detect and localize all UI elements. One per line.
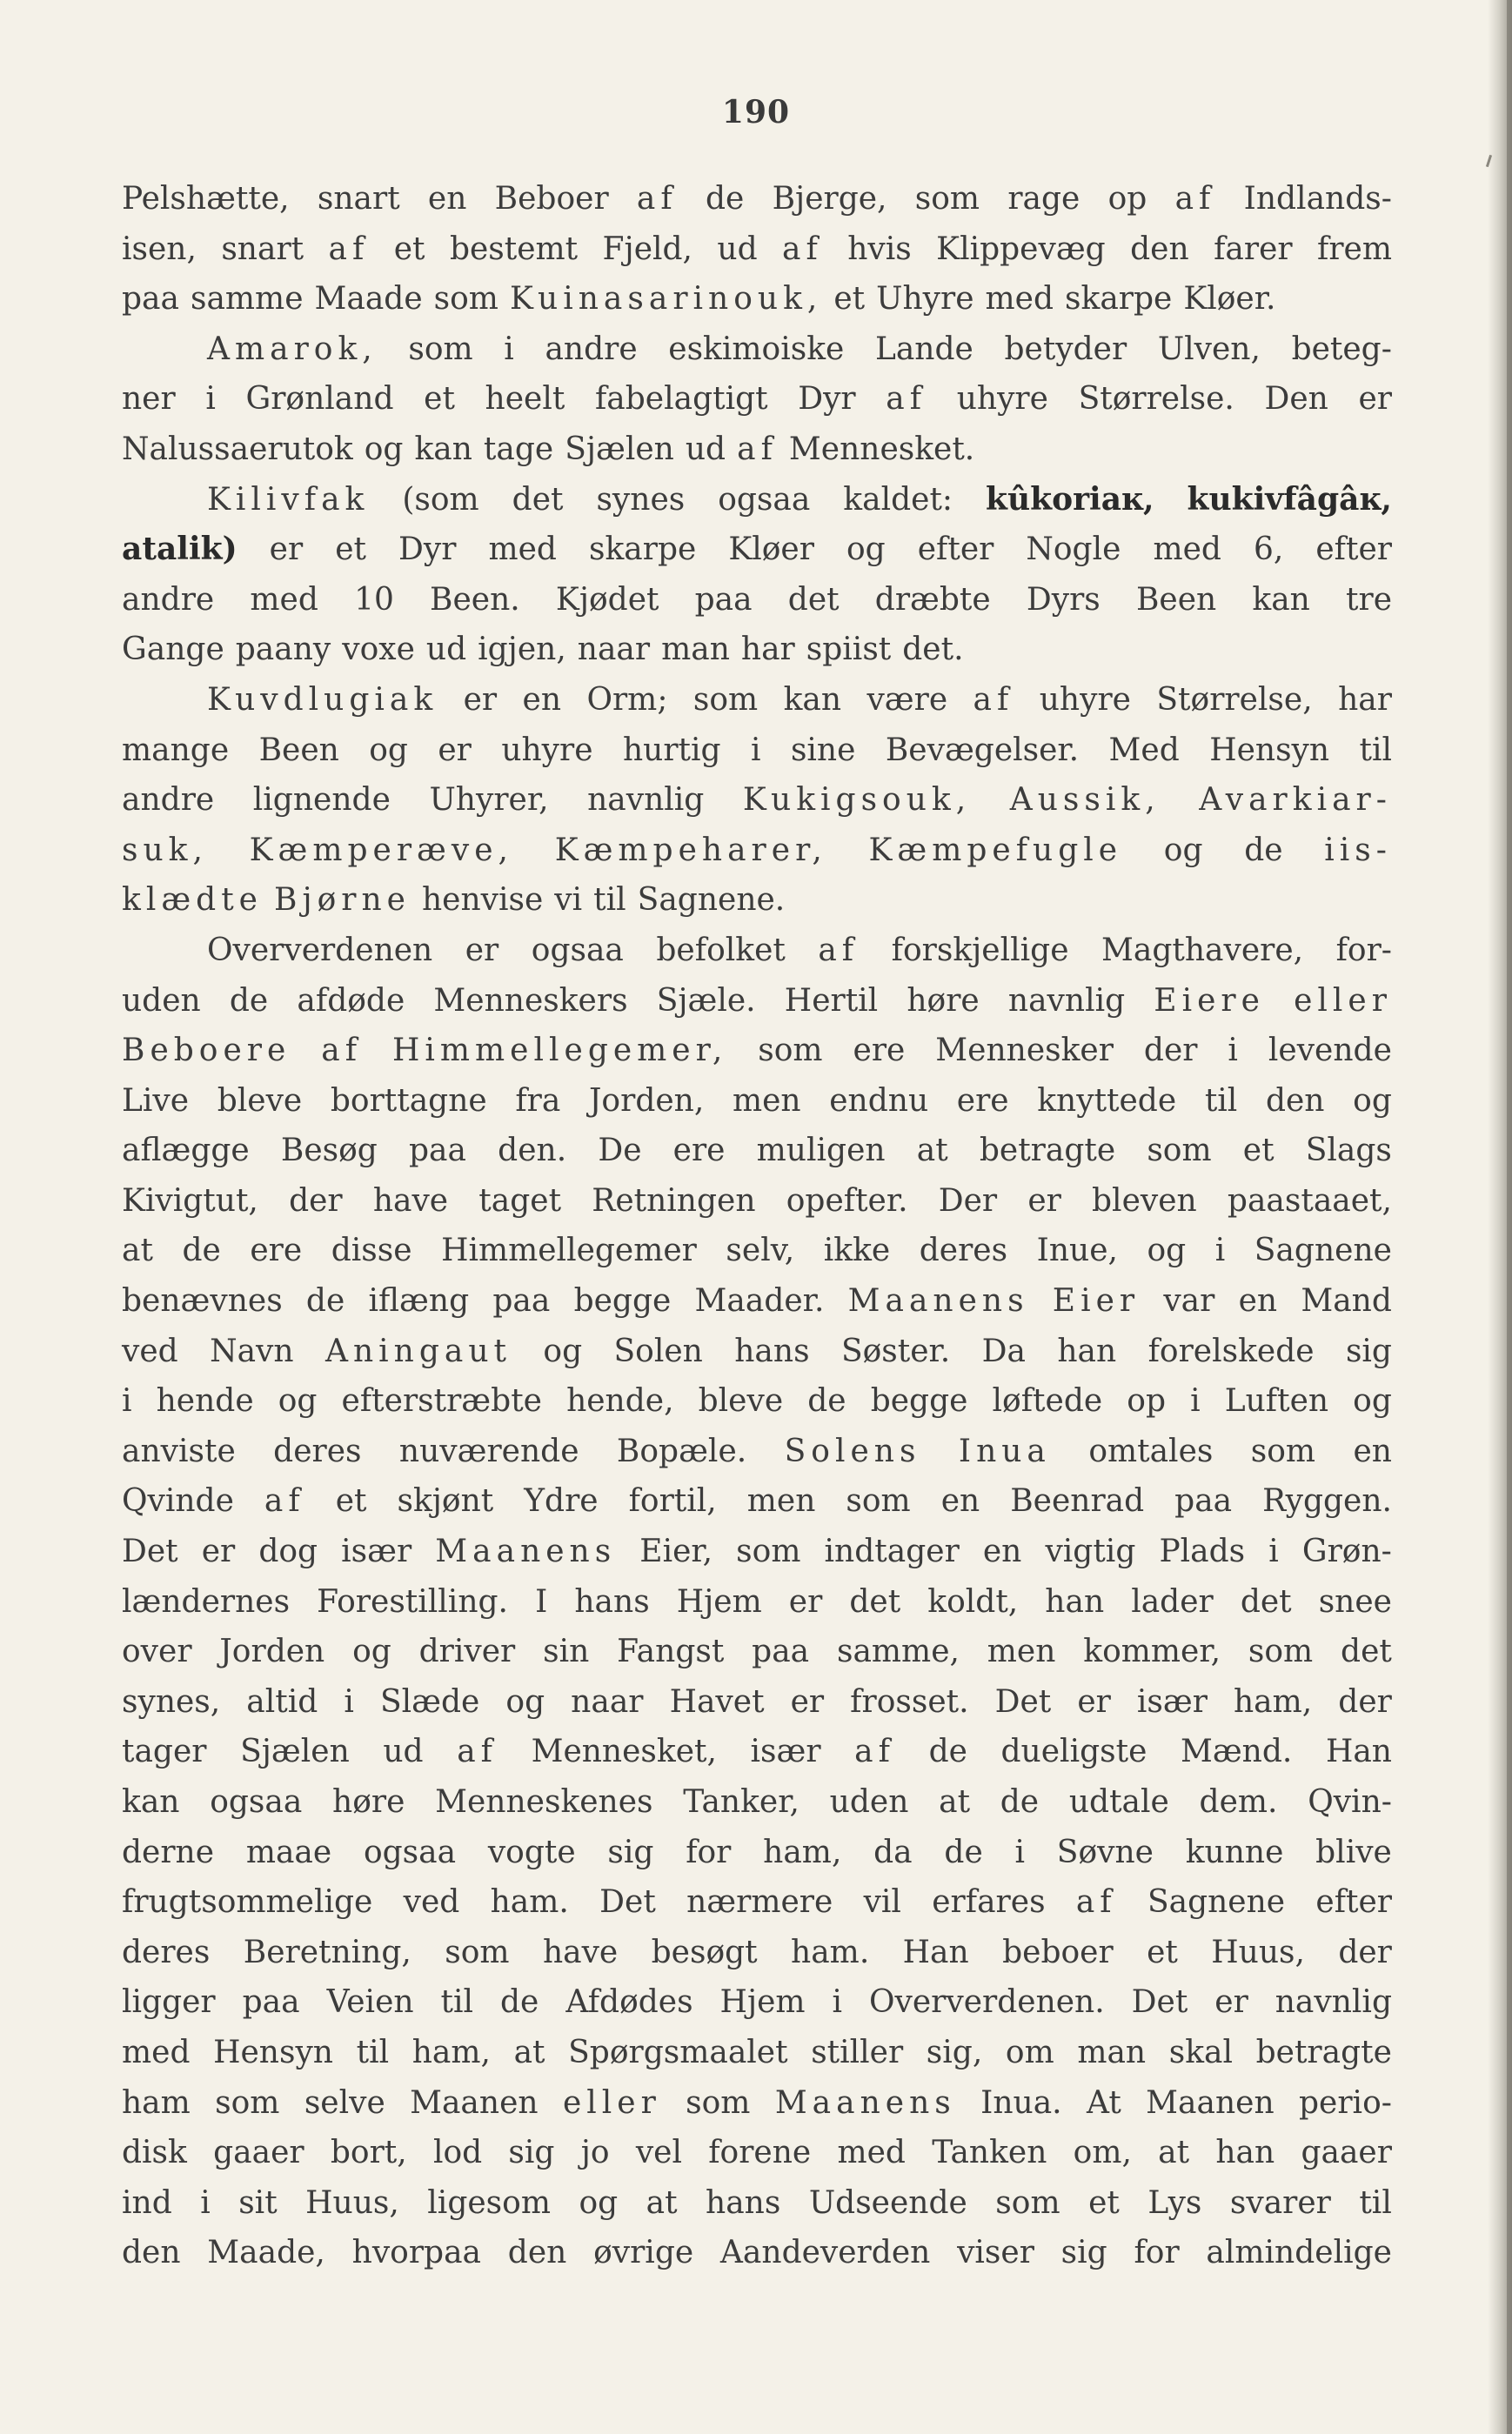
text-line: Kivigtut, der have taget Retningen opefter. Der er bleven paastaaet, [122,1182,1392,1219]
text-line: disk gaaer bort, lod sig jo vel forene med Tanken om, at han gaaer [122,2135,1392,2171]
text-line: den Maade, hvorpaa den øvrige Aandeverden viser sig for almindelige [122,2235,1392,2271]
text-line: Amarok, som i andre eskimoiske Lande betyder Ulven, beteg- [207,331,1392,367]
text-line: paa samme Maade som Kuinasarinouk, et Uhyre med skarpe Kløer. [122,281,1276,318]
text-line: Qvinde af et skjønt Ydre fortil, men som en Beenrad paa Ryggen. [122,1483,1392,1520]
text-line: Beboere af Himmellegemer, som ere Mennesker der i levende [122,1033,1392,1069]
text-line: anviste deres nuværende Bopæle. Solens Inua omtales som en [122,1433,1392,1469]
text-line: uden de afdøde Menneskers Sjæle. Hertil høre navnlig Eiere eller [122,982,1392,1019]
text-line: i hende og efterstræbte hende, bleve de begge løftede op i Luften og [122,1383,1392,1420]
text-line: mange Been og er uhyre hurtig i sine Bevægelser. Med Hensyn til [122,732,1392,768]
text-line: synes, altid i Slæde og naar Havet er frosset. Det er især ham, der [122,1683,1392,1720]
text-line: ved Navn Aningaut og Solen hans Søster. Da han forelskede sig [122,1333,1392,1369]
text-line: Live bleve borttagne fra Jorden, men endnu ere knyttede til den og [122,1082,1392,1119]
text-line: tager Sjælen ud af Mennesket, især af de dueligste Mænd. Han [122,1734,1392,1770]
text-line: atalik) er et Dyr med skarpe Kløer og efter Nogle med 6, efter [122,531,1392,568]
text-line: Det er dog især Maanens Eier, som indtager en vigtig Plads i Grøn- [122,1534,1392,1570]
text-line: ner i Grønland et heelt fabelagtigt Dyr af uhyre Størrelse. Den er [122,381,1392,418]
text-line: over Jorden og driver sin Fangst paa samme, men kommer, som det [122,1634,1392,1670]
text-line: andre med 10 Been. Kjødet paa det dræbte Dyrs Been kan tre [122,581,1392,618]
body-text [122,174,1392,2278]
text-line: benævnes de iflæng paa begge Maader. Maanens Eier var en Mand [122,1283,1392,1320]
text-line: Oververdenen er ogsaa befolket af forskjellige Magthavere, for- [207,932,1392,968]
text-line: frugtsommelige ved ham. Det nærmere vil erfares af Sagnene efter [122,1884,1392,1921]
text-line: ham som selve Maanen eller som Maanens Inua. At Maanen perio- [122,2084,1392,2121]
text-line: at de ere disse Himmellegemer selv, ikke deres Inue, og i Sagnene [122,1233,1392,1269]
text-line: andre lignende Uhyrer, navnlig Kukigsouk, Aussik, Avarkiar- [122,782,1392,819]
page-edge-shadow [1488,0,1512,2434]
text-line: deres Beretning, som have besøgt ham. Han beboer et Huus, der [122,1934,1392,1970]
text-line: ind i sit Huus, ligesom og at hans Udseende som et Lys svarer til [122,2184,1392,2221]
text-line: isen, snart af et bestemt Fjeld, ud af hvis Klippevæg den farer frem [122,231,1392,267]
text-line: Kuvdlugiak er en Orm; som kan være af uhyre Størrelse, har [207,681,1392,718]
text-line: ligger paa Veien til de Afdødes Hjem i Oververdenen. Det er navnlig [122,1984,1392,2021]
text-line: med Hensyn til ham, at Spørgsmaalet stiller sig, om man skal betragte [122,2034,1392,2070]
text-line: suk, Kæmperæve, Kæmpeharer, Kæmpefugle og de iis- [122,832,1392,868]
text-line: Gange paany voxe ud igjen, naar man har spiist det. [122,632,964,668]
text-line: lændernes Forestilling. I hans Hjem er det koldt, han lader det snee [122,1583,1392,1620]
text-line: Nalussaerutok og kan tage Sjælen ud af Mennesket. [122,431,975,467]
text-line: aflægge Besøg paa den. De ere muligen at betragte som et Slags [122,1133,1392,1169]
page-number: 190 [721,94,791,130]
text-line: klædte Bjørne henvise vi til Sagnene. [122,882,786,919]
text-line: kan ogsaa høre Menneskenes Tanker, uden at de udtale dem. Qvin- [122,1784,1392,1820]
text-line: Kilivfak (som det synes ogsaa kaldet: kûkoriaĸ, kukivfâgâĸ, [207,480,1392,518]
text-line: Pelshætte, snart en Beboer af de Bjerge, som rage op af Indlands- [122,181,1392,217]
text-line: derne maae ogsaa vogte sig for ham, da de i Søvne kunne blive [122,1834,1392,1870]
